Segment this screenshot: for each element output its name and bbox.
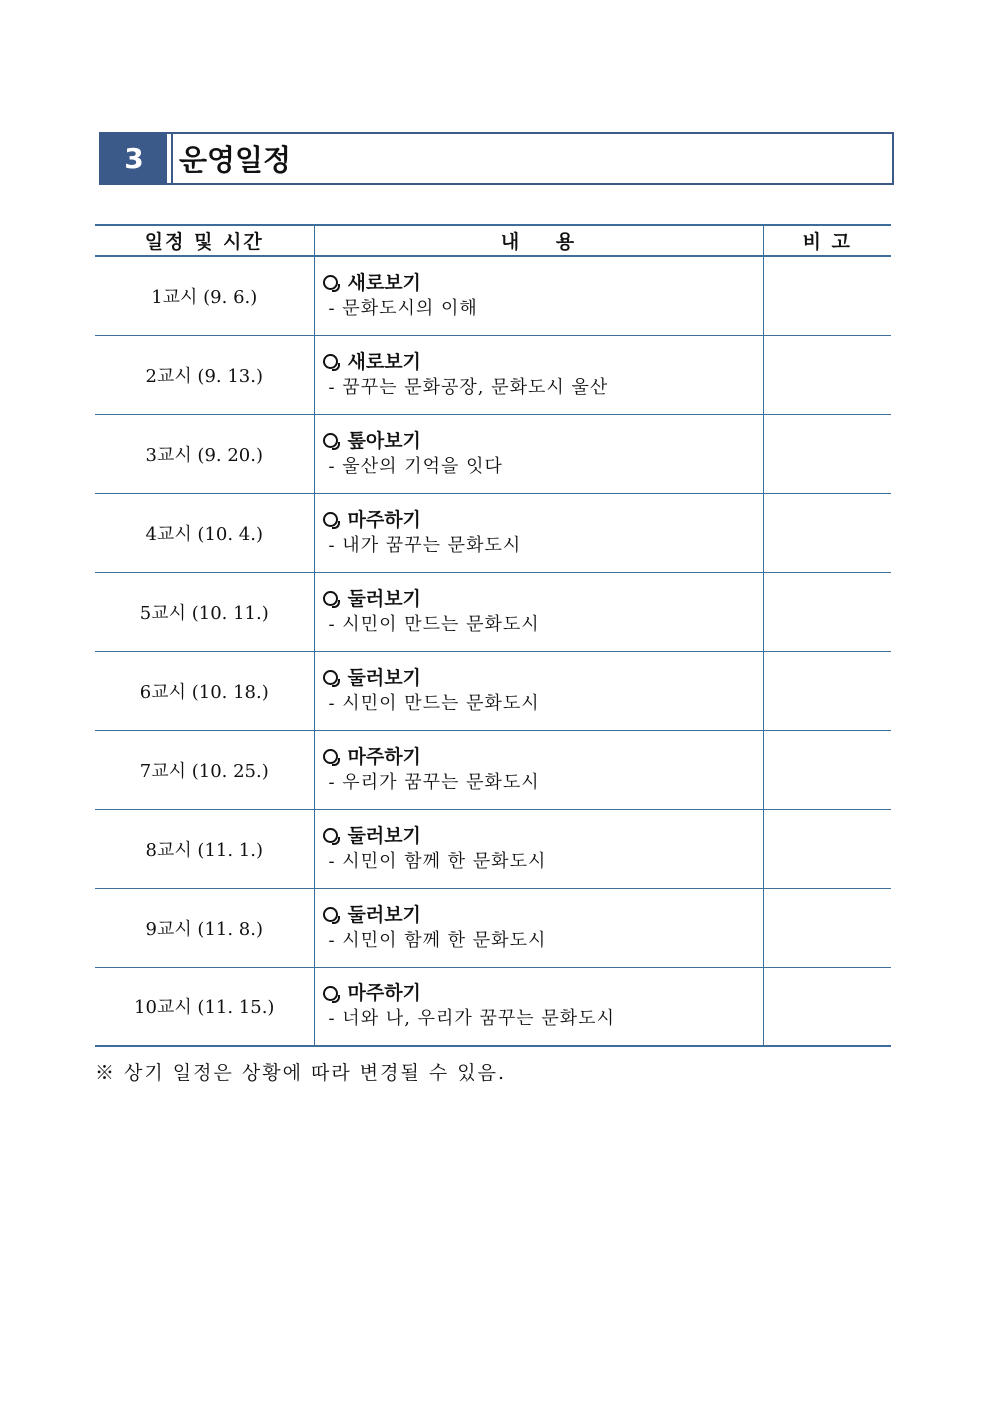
topic-label: 마주하기 [347,745,421,768]
topic-label: 새로보기 [347,350,421,373]
topic-description: - 꿈꾸는 문화공장, 문화도시 울산 [328,376,609,398]
topic-line [321,665,763,691]
section-number: 3 [101,134,167,183]
topic-label: 마주하기 [347,508,421,531]
topic-line [321,270,763,296]
content-cell [314,414,763,493]
table-row [95,414,891,493]
topic-label: 마주하기 [347,982,421,1005]
content-cell [314,730,763,809]
topic-label: 둘러보기 [347,824,421,847]
table-row [95,730,891,809]
session-cell: 5교시 (10. 11.) [95,572,314,651]
remark-cell [763,967,891,1046]
remark-cell [763,730,891,809]
session-cell: 1교시 (9. 6.) [95,256,314,335]
topic-description: - 내가 꿈꾸는 문화도시 [328,534,522,556]
topic-label: 둘러보기 [347,587,421,610]
section-title: 운영일정 [171,134,892,183]
table-row [95,572,891,651]
topic-description: - 너와 나, 우리가 꿈꾸는 문화도시 [328,1008,615,1030]
topic-description: - 시민이 함께 한 문화도시 [328,850,547,872]
remark-cell [763,809,891,888]
topic-label: 둘러보기 [347,903,421,926]
topic-line [321,428,763,454]
content-cell [314,572,763,651]
bullet-icon [323,907,338,922]
bullet-icon [323,670,338,685]
session-cell: 3교시 (9. 20.) [95,414,314,493]
topic-label: 둘러보기 [347,666,421,689]
section-header [99,132,894,185]
remark-cell [763,888,891,967]
topic-line [321,823,763,849]
content-cell [314,888,763,967]
remark-cell [763,335,891,414]
remark-cell [763,493,891,572]
topic-description: - 우리가 꿈꾸는 문화도시 [328,771,540,793]
table-row [95,651,891,730]
session-cell: 9교시 (11. 8.) [95,888,314,967]
table-row [95,493,891,572]
topic-description: - 시민이 만드는 문화도시 [328,613,540,635]
bullet-icon [323,986,338,1001]
session-cell: 10교시 (11. 15.) [95,967,314,1046]
session-cell: 7교시 (10. 25.) [95,730,314,809]
remark-cell [763,572,891,651]
remark-cell [763,414,891,493]
topic-line [321,902,763,928]
table-row [95,256,891,335]
content-cell [314,335,763,414]
topic-line [321,507,763,533]
bullet-icon [323,354,338,369]
topic-line [321,744,763,770]
content-cell [314,256,763,335]
topic-line [321,349,763,375]
topic-label: 새로보기 [347,271,421,294]
bullet-icon [323,828,338,843]
topic-line [321,586,763,612]
remark-cell [763,651,891,730]
header-remarks: 비 고 [763,225,891,256]
content-cell [314,809,763,888]
topic-description: - 시민이 만드는 문화도시 [328,692,540,714]
session-cell: 2교시 (9. 13.) [95,335,314,414]
footnote: ※ 상기 일정은 상황에 따라 변경될 수 있음. [95,1062,506,1084]
table-row [95,967,891,1046]
schedule-table [95,224,891,1047]
topic-line [321,980,763,1006]
session-cell: 4교시 (10. 4.) [95,493,314,572]
table-row [95,335,891,414]
schedule-body [95,256,891,1046]
header-content: 내 용 [314,225,763,256]
bullet-icon [323,591,338,606]
session-cell: 8교시 (11. 1.) [95,809,314,888]
content-cell [314,493,763,572]
topic-description: - 시민이 함께 한 문화도시 [328,929,547,951]
content-cell [314,651,763,730]
remark-cell [763,256,891,335]
header-schedule: 일정 및 시간 [95,225,314,256]
topic-label: 톺아보기 [347,429,421,452]
topic-description: - 문화도시의 이해 [328,297,478,319]
table-header-row [95,225,891,256]
session-cell: 6교시 (10. 18.) [95,651,314,730]
content-cell [314,967,763,1046]
bullet-icon [323,275,338,290]
table-row [95,888,891,967]
bullet-icon [323,749,338,764]
topic-description: - 울산의 기억을 잇다 [328,455,503,477]
bullet-icon [323,433,338,448]
bullet-icon [323,512,338,527]
table-row [95,809,891,888]
